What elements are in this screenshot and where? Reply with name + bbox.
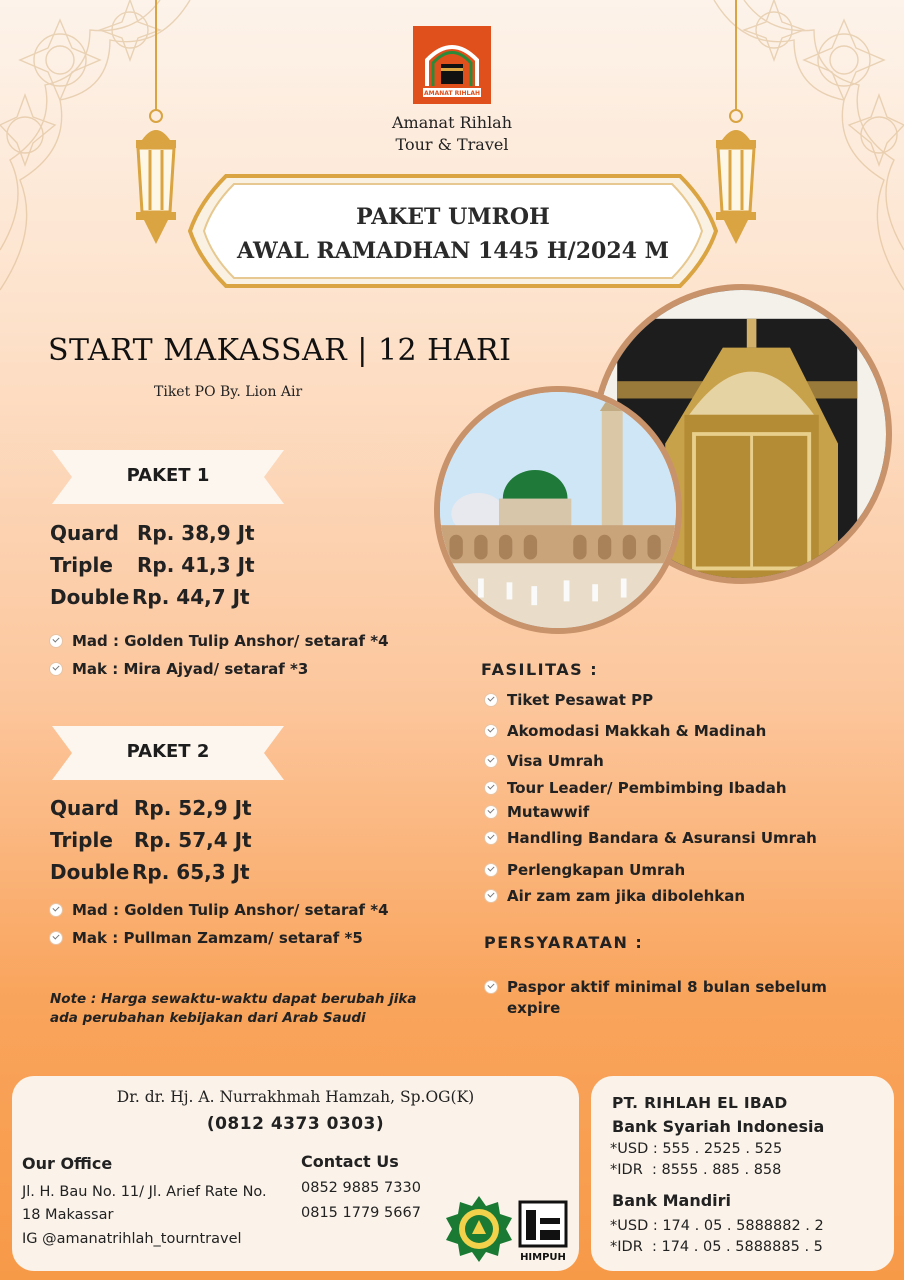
contact-card [12, 1076, 579, 1271]
check-icon [50, 635, 62, 647]
banner-title-line2: AWAL RAMADHAN 1445 H/2024 M [237, 238, 669, 264]
paket-2-hotels [50, 896, 389, 952]
instagram-handle: IG @amanatrihlah_tourntravel [22, 1231, 242, 1247]
price-row [50, 517, 255, 549]
room-price: Rp. 41,3 Jt [137, 553, 255, 577]
office-title: Our Office [22, 1154, 113, 1173]
requirements-list [485, 977, 847, 1019]
list-item: Mutawwif [485, 802, 817, 822]
price-row [50, 581, 250, 613]
list-item: Handling Bandara & Asuransi Umrah [485, 828, 817, 848]
paket-2-title: PAKET 2 [126, 741, 210, 762]
list-item: Air zam zam jika dibolehkan [485, 886, 817, 906]
room-price: Rp. 52,9 Jt [134, 796, 252, 820]
room-type: Double [50, 585, 130, 609]
company-name: PT. RIHLAH EL IBAD [612, 1094, 788, 1112]
list-item: Mad : Golden Tulip Anshor/ setaraf *4 [50, 627, 389, 655]
check-icon [50, 932, 62, 944]
brand-name-line1: Amanat Rihlah [391, 113, 513, 132]
paket-1-label [52, 450, 284, 504]
room-price: Rp. 65,3 Jt [132, 860, 250, 884]
contact-phone: 0852 9885 7330 [301, 1180, 421, 1196]
list-item: Mad : Golden Tulip Anshor/ setaraf *4 [50, 896, 389, 924]
check-icon [485, 806, 497, 818]
bank-card [591, 1076, 894, 1271]
list-item: Akomodasi Makkah & Madinah [485, 721, 817, 741]
check-icon [50, 663, 62, 675]
office-address-line1: Jl. H. Bau No. 11/ Jl. Arief Rate No. [22, 1184, 267, 1200]
bank-name: Bank Mandiri [612, 1191, 732, 1210]
check-icon [485, 782, 497, 794]
ticket-airline: Tiket PO By. Lion Air [154, 384, 303, 400]
check-icon [485, 725, 497, 737]
office-address-line2: 18 Makassar [22, 1207, 114, 1223]
brand-name [340, 112, 564, 156]
room-price: Rp. 38,9 Jt [137, 521, 255, 545]
room-price: Rp. 44,7 Jt [132, 585, 250, 609]
paket-2-prices [50, 792, 252, 888]
check-icon [485, 694, 497, 706]
requirements-title: PERSYARATAN : [484, 933, 644, 952]
list-item: Visa Umrah [485, 751, 817, 771]
contact-title: Contact Us [301, 1152, 399, 1171]
list-item: Tour Leader/ Pembimbing Ibadah [485, 778, 817, 798]
price-row [50, 792, 252, 824]
list-item: Paspor aktif minimal 8 bulan sebelum expire [485, 977, 847, 1019]
bank-account-idr: *IDR : 8555 . 885 . 858 [610, 1162, 782, 1178]
paket-2-label [52, 726, 284, 780]
room-price: Rp. 57,4 Jt [134, 828, 252, 852]
paket-1-prices [50, 517, 255, 613]
price-note: Note : Harga sewaktu-waktu dapat berubah jika ada perubahan kebijakan dari Arab Saudi [50, 991, 417, 1026]
kemenag-emblem-icon [444, 1194, 514, 1264]
facilities-title: FASILITAS : [481, 660, 599, 679]
price-row [50, 856, 250, 888]
brand-name-line2: Tour & Travel [395, 135, 509, 154]
price-row [50, 824, 252, 856]
list-item: Mak : Mira Ajyad/ setaraf *3 [50, 655, 389, 683]
bank-name: Bank Syariah Indonesia [612, 1117, 825, 1136]
room-type: Double [50, 860, 130, 884]
title-banner [186, 172, 720, 290]
check-icon [485, 981, 497, 993]
himpuh-label: HIMPUH [520, 1252, 566, 1263]
check-icon [485, 890, 497, 902]
departure-headline: START MAKASSAR | 12 HARI [48, 333, 512, 368]
bank-account-usd: *USD : 174 . 05 . 5888882 . 2 [610, 1218, 824, 1234]
check-icon [485, 864, 497, 876]
bank-account-idr: *IDR : 174 . 05 . 5888885 . 5 [610, 1239, 823, 1255]
list-item: Perlengkapan Umrah [485, 860, 817, 880]
madinah-mosque-photo [434, 386, 682, 634]
brand-logo [413, 26, 491, 104]
room-type: Triple [50, 553, 113, 577]
check-icon [50, 904, 62, 916]
room-type: Triple [50, 828, 113, 852]
banner-title-line1: PAKET UMROH [356, 204, 550, 230]
paket-1-title: PAKET 1 [126, 465, 210, 486]
check-icon [485, 832, 497, 844]
paket-1-hotels [50, 627, 389, 683]
room-type: Quard [50, 521, 119, 545]
list-item: Mak : Pullman Zamzam/ setaraf *5 [50, 924, 389, 952]
facilities-list [485, 690, 817, 906]
list-item: Tiket Pesawat PP [485, 690, 817, 710]
svg-text:AMANAT RIHLAH: AMANAT RIHLAH [423, 90, 481, 97]
price-row [50, 549, 255, 581]
check-icon [485, 755, 497, 767]
room-type: Quard [50, 796, 119, 820]
contact-phone: 0815 1779 5667 [301, 1205, 421, 1221]
doctor-name: Dr. dr. Hj. A. Nurrakhmah Hamzah, Sp.OG(K) [116, 1088, 475, 1106]
kaaba-logo-icon [413, 26, 491, 104]
doctor-phone: (0812 4373 0303) [206, 1114, 385, 1134]
bank-account-usd: *USD : 555 . 2525 . 525 [610, 1141, 783, 1157]
lantern-left-icon [126, 0, 186, 260]
himpuh-logo-icon [518, 1200, 568, 1248]
himpuh-logo [518, 1200, 568, 1262]
